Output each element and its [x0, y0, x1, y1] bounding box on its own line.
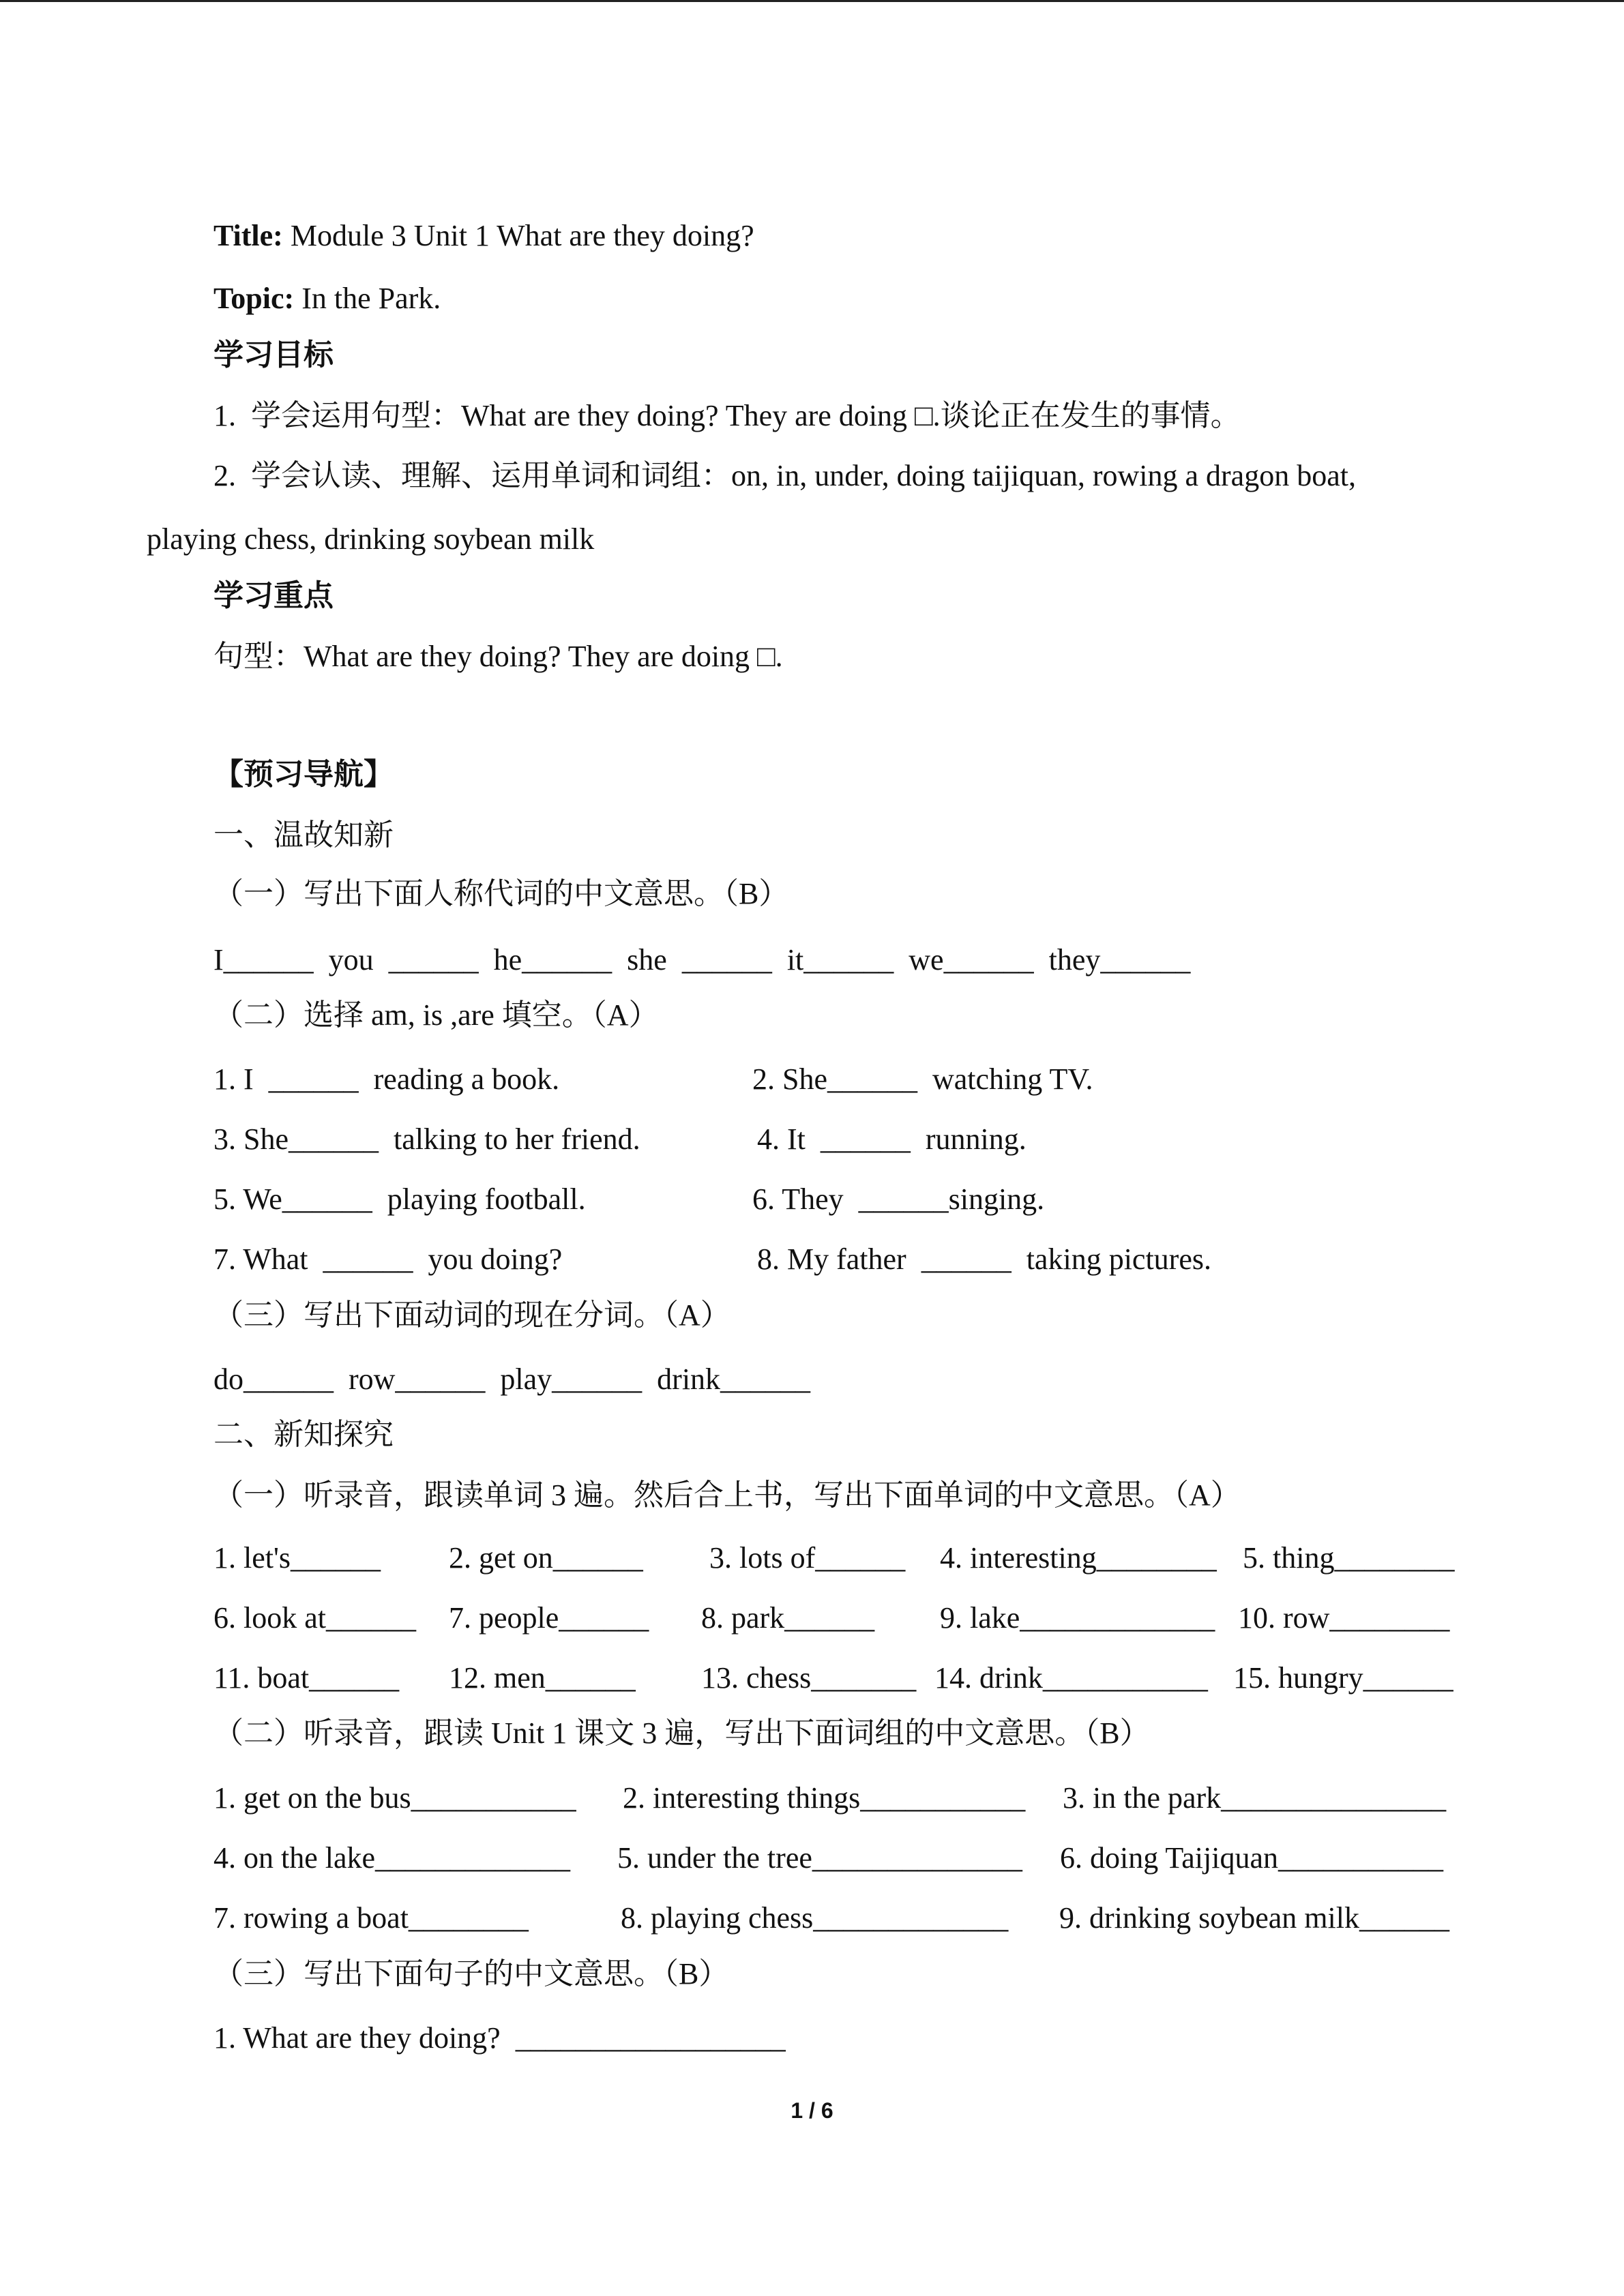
- vocab-item: 3. lots of______: [709, 1541, 906, 1575]
- objective-item-1: 1. 学会运用句型：What are they doing? They are doing □.谈论正在发生的事情。: [213, 399, 1241, 432]
- objectives-heading: 学习目标: [213, 338, 334, 372]
- vocab-item: 14. drink___________: [934, 1661, 1208, 1695]
- phrase-item: 9. drinking soybean milk______: [1059, 1901, 1449, 1935]
- q2-item: 5. We______ playing football.: [213, 1182, 586, 1216]
- phrase-item: 1. get on the bus___________: [213, 1781, 576, 1815]
- title-text: Module 3 Unit 1 What are they doing?: [282, 219, 754, 252]
- q3-blanks-line: do______ row______ play______ drink______: [213, 1362, 811, 1396]
- title-line: [213, 217, 754, 255]
- vocab-item: 4. interesting________: [940, 1541, 1217, 1575]
- vocab-item: 1. let's______: [213, 1541, 381, 1575]
- phrase-item: 8. playing chess_____________: [621, 1901, 1009, 1935]
- part1-title: 一、温故知新: [213, 818, 394, 852]
- vocab-item: 7. people______: [449, 1601, 649, 1635]
- vocab-item: 5. thing________: [1243, 1541, 1455, 1575]
- q2-title: （二）选择 am, is ,are 填空。（A）: [213, 998, 659, 1032]
- objective-item-2: 2. 学会认读、理解、运用单词和词组：on, in, under, doing taijiquan, rowing a dragon boat,: [213, 459, 1356, 492]
- page-number: 1 / 6: [791, 2098, 833, 2123]
- q2-item: 1. I ______ reading a book.: [213, 1062, 560, 1096]
- q3-title: （三）写出下面动词的现在分词。（A）: [213, 1298, 730, 1332]
- keypoints-heading: 学习重点: [213, 578, 334, 613]
- vocab-item: 9. lake_____________: [940, 1601, 1215, 1635]
- vocab-item: 15. hungry______: [1233, 1661, 1453, 1695]
- n1-title: （一）听录音，跟读单词 3 遍。然后合上书，写出下面单词的中文意思。（A）: [213, 1478, 1241, 1512]
- q2-item: 2. She______ watching TV.: [752, 1062, 1093, 1096]
- vocab-item: 11. boat______: [213, 1661, 400, 1695]
- phrase-item: 5. under the tree______________: [617, 1841, 1022, 1875]
- vocab-item: 8. park______: [701, 1601, 875, 1635]
- vocab-item: 10. row________: [1238, 1601, 1450, 1635]
- q2-item: 3. She______ talking to her friend.: [213, 1122, 640, 1156]
- preview-heading: 【预习导航】: [213, 757, 394, 792]
- topic-line: [213, 280, 441, 318]
- q2-item: 7. What ______ you doing?: [213, 1242, 563, 1276]
- n3-item-1: 1. What are they doing? __________________: [213, 2021, 786, 2055]
- keypoints-line: 句型：What are they doing? They are doing □.: [213, 640, 783, 673]
- topic-text: In the Park.: [294, 282, 441, 315]
- n2-title: （二）听录音，跟读 Unit 1 课文 3 遍，写出下面词组的中文意思。（B）: [213, 1716, 1150, 1750]
- phrase-item: 6. doing Taijiquan___________: [1060, 1841, 1443, 1875]
- phrase-item: 4. on the lake_____________: [213, 1841, 571, 1875]
- q1-blanks-line: I______ you ______ he______ she ______ it______ we______ they______: [213, 943, 1191, 976]
- title-label: Title:: [213, 219, 283, 252]
- phrase-item: 2. interesting things___________: [623, 1781, 1026, 1815]
- q2-item: 4. It ______ running.: [757, 1122, 1027, 1156]
- q1-title: （一）写出下面人称代词的中文意思。（B）: [213, 877, 789, 910]
- vocab-item: 2. get on______: [449, 1541, 643, 1575]
- phrase-item: 3. in the park_______________: [1063, 1781, 1447, 1815]
- part2-title: 二、新知探究: [213, 1418, 394, 1451]
- vocab-item: 12. men______: [449, 1661, 636, 1695]
- topic-label: Topic:: [213, 282, 295, 315]
- vocab-item: 13. chess_______: [701, 1661, 917, 1695]
- vocab-item: 6. look at______: [213, 1601, 416, 1635]
- phrase-item: 7. rowing a boat________: [213, 1901, 529, 1935]
- q2-item: 8. My father ______ taking pictures.: [757, 1242, 1211, 1276]
- n3-title: （三）写出下面句子的中文意思。（B）: [213, 1957, 729, 1991]
- objective-item-2-continued: playing chess, drinking soybean milk: [147, 522, 595, 556]
- q2-item: 6. They ______singing.: [752, 1182, 1045, 1216]
